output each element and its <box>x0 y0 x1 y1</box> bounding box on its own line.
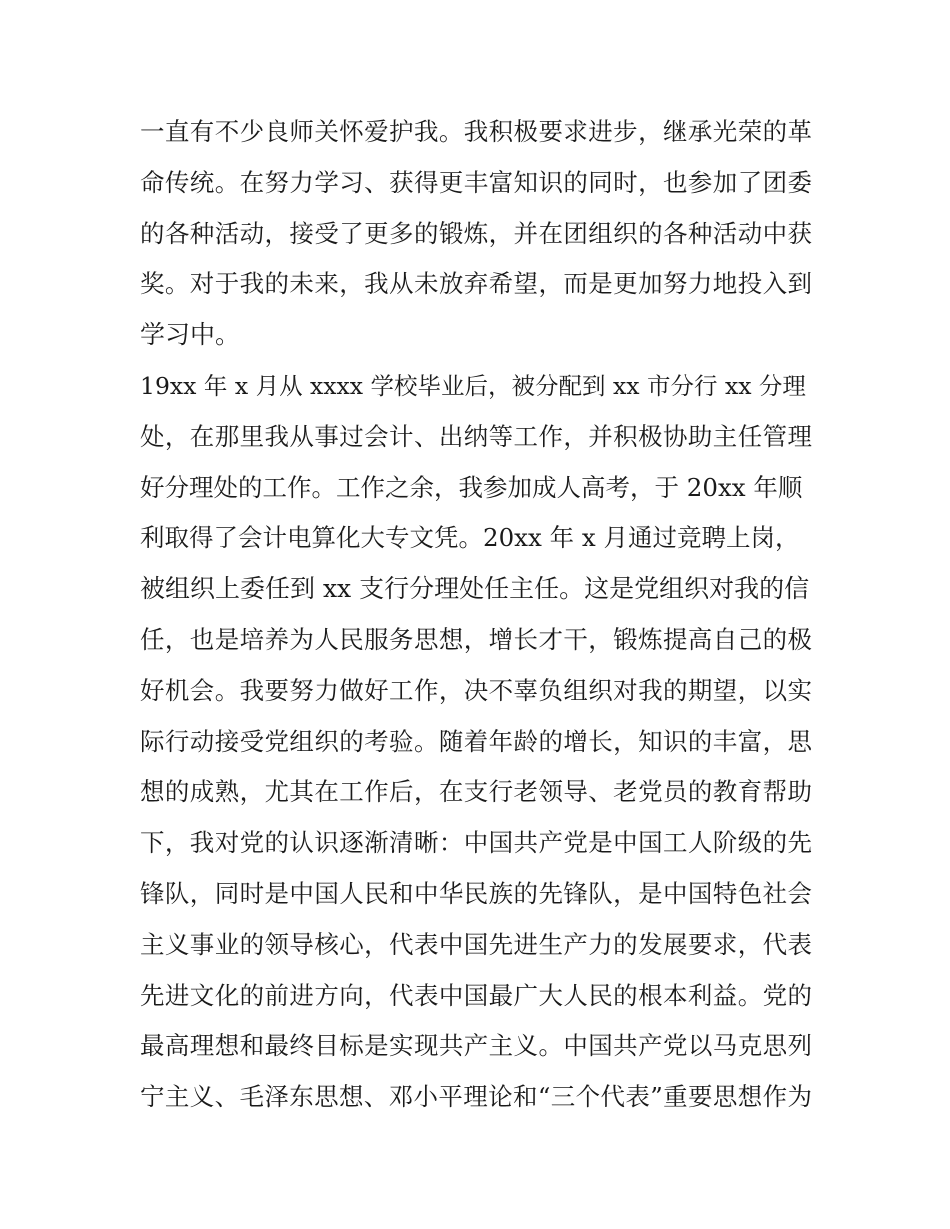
text-line: 宁主义、毛泽东思想、邓小平理论和“三个代表”重要思想作为 <box>140 1082 812 1112</box>
text-line: 的各种活动，接受了更多的锻炼，并在团组织的各种活动中获 <box>140 218 812 248</box>
text-line: 利取得了会计电算化大专文凭。20xx 年 x 月通过竞聘上岗， <box>140 523 800 553</box>
text-line: 奖。对于我的未来，我从未放弃希望，而是更加努力地投入到 <box>140 269 812 299</box>
text-line: 际行动接受党组织的考验。随着年龄的增长，知识的丰富，思 <box>140 726 812 756</box>
text-line: 先进文化的前进方向，代表中国最广大人民的根本利益。党的 <box>140 980 812 1010</box>
text-line: 19xx 年 x 月从 xxxx 学校毕业后，被分配到 xx 市分行 xx 分理 <box>140 371 806 400</box>
text-line: 一直有不少良师关怀爱护我。我积极要求进步，继承光荣的革 <box>140 117 812 146</box>
body-text <box>140 107 812 1123</box>
text-line: 锋队，同时是中国人民和中华民族的先锋队，是中国特色社会 <box>140 878 812 908</box>
text-line: 被组织上委任到 xx 支行分理处任主任。这是党组织对我的信 <box>140 574 810 604</box>
text-line: 命传统。在努力学习、获得更丰富知识的同时，也参加了团委 <box>140 167 812 197</box>
text-line: 下，我对党的认识逐渐清晰：中国共产党是中国工人阶级的先 <box>140 828 812 858</box>
text-line: 好分理处的工作。工作之余，我参加成人高考，于 20xx 年顺 <box>140 472 803 502</box>
text-line: 任，也是培养为人民服务思想，增长才干，锻炼提高自己的极 <box>140 624 812 654</box>
text-line: 学习中。 <box>140 320 241 350</box>
text-line: 主义事业的领导核心，代表中国先进生产力的发展要求，代表 <box>140 929 812 959</box>
text-line: 处，在那里我从事过会计、出纳等工作，并积极协助主任管理 <box>140 421 812 451</box>
text-line: 想的成熟，尤其在工作后，在支行老领导、老党员的教育帮助 <box>140 777 812 807</box>
text-line: 最高理想和最终目标是实现共产主义。中国共产党以马克思列 <box>140 1031 812 1061</box>
text-line: 好机会。我要努力做好工作，决不辜负组织对我的期望，以实 <box>140 675 812 705</box>
